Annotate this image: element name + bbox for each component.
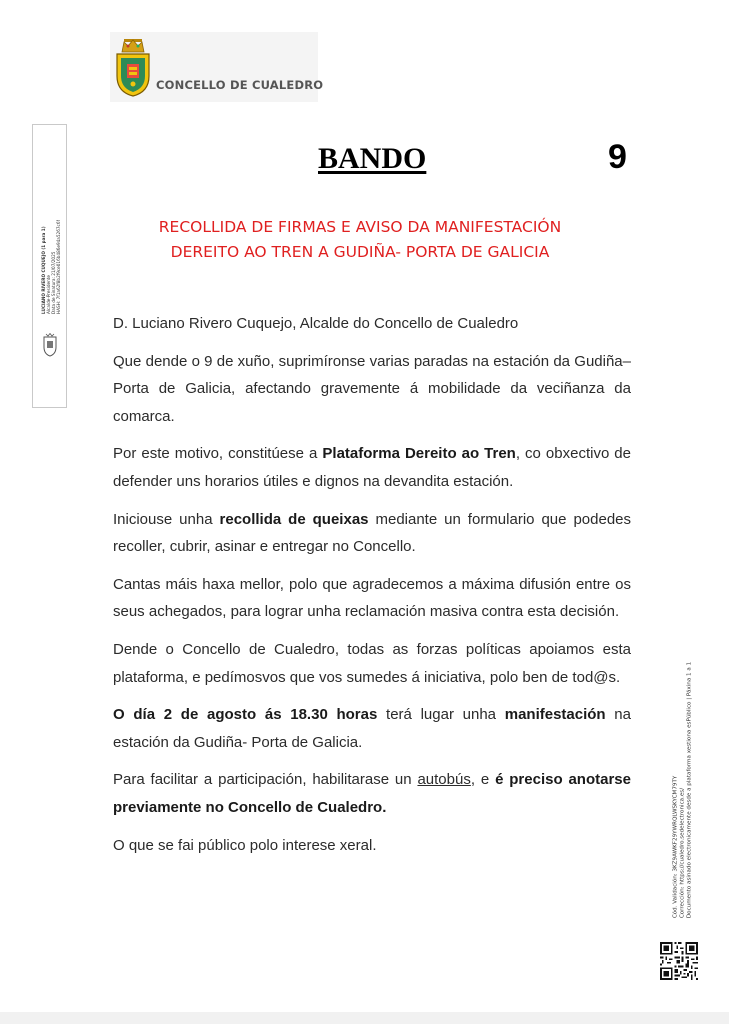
paragraph-demonstration	[113, 701, 631, 756]
signature-line: LUCIANO RIVERO CUQUEJO (1 para 1)	[41, 226, 46, 314]
signature-stamp-icon	[42, 333, 58, 357]
verification-line: Corrección: https://cualedro.sedelectronica.es/	[679, 787, 686, 919]
bold-run: manifestación	[504, 706, 606, 724]
paragraph-mayor: D. Luciano Rivero Cuquejo, Alcalde do Concello de Cualedro	[113, 315, 519, 332]
signature-line: Alcalde-Presidente	[46, 275, 51, 314]
bold-run: O día 2 de agosto ás 18.30 horas	[113, 706, 378, 724]
text-run: , e	[470, 771, 496, 789]
signature-line: HASH: 7f1a62f8b2f9ce016b486e94a5267c6f	[56, 220, 61, 314]
qr-code-icon	[660, 942, 698, 980]
paragraph-support: Dende o Concello de Cualedro, todas as forzas políticas apoiamos esta plataforma, e pedímosvos que vos sumedes á iniciativa, polo ben de tod@s.	[113, 640, 631, 686]
paragraph-diffusion: Cantas máis haxa mellor, polo que agradecemos a máxima difusión entre os seus achegados, para lograr unha reclamación masiva contra esta decisión.	[113, 575, 631, 621]
signature-text	[41, 220, 61, 314]
text-run: , co obxectivo de defender uns horarios útiles e dignos na devandita estación.	[113, 445, 631, 490]
paragraph-context: Que dende o 9 de xuño, suprimíronse varias paradas na estación da Gudiña–Porta de Galicia, afectando gravemente á mobilidade da veciñanza da comarca.	[113, 352, 631, 425]
paragraph-closing: O que se fai público polo interese xeral.	[113, 836, 377, 854]
text-run: na estación da Gudiña- Porta de Galicia.	[113, 706, 631, 751]
text-run: Por este motivo, constitúese a	[113, 445, 323, 463]
text-run: Iniciouse unha	[113, 510, 220, 528]
bold-run: é preciso anotarse previamente no Concello de Cualedro.	[113, 771, 631, 816]
council-logo	[110, 32, 324, 102]
text-run: mediante un formulario que podedes recoller, cubrir, asinar e entregar no Concello.	[113, 510, 632, 556]
document-title: BANDO	[318, 142, 427, 175]
paragraph-complaints	[113, 506, 631, 561]
subtitle-line: RECOLLIDA DE FIRMAS E AVISO DA MANIFESTACIÓN	[158, 218, 562, 236]
paragraph-platform	[113, 440, 631, 495]
verification-text	[673, 662, 694, 918]
text-run: terá lugar unha	[377, 706, 505, 724]
verification-line: Cód. Validación: 3KZ9AWKF29YWRQLWSKYCM79TY	[672, 775, 679, 919]
document-number: 9	[608, 138, 627, 176]
coat-of-arms-icon	[114, 36, 152, 98]
paragraph-bus	[113, 766, 631, 821]
document-body	[113, 310, 631, 869]
page-edge	[0, 1012, 729, 1024]
signature-line: Data de Sinatura: 21/07/2025	[51, 251, 56, 314]
bold-run: recollida de queixas	[219, 510, 369, 528]
document-subtitle	[110, 215, 610, 265]
text-run: Para facilitar a participación, habilitarase un	[113, 771, 418, 789]
signature-box	[32, 124, 67, 408]
bold-run: Plataforma Dereito ao Tren	[322, 445, 516, 463]
logo-text: CONCELLO DE CUALEDRO	[156, 78, 324, 92]
verification-line: Documento asinado electronicamente desde a plataforma xestiona esPúblico | Páxina 1 a 1	[686, 661, 693, 919]
underlined-run: autobús	[417, 771, 471, 789]
subtitle-line: DEREITO AO TREN A GUDIÑA- PORTA DE GALICIA	[170, 243, 550, 261]
